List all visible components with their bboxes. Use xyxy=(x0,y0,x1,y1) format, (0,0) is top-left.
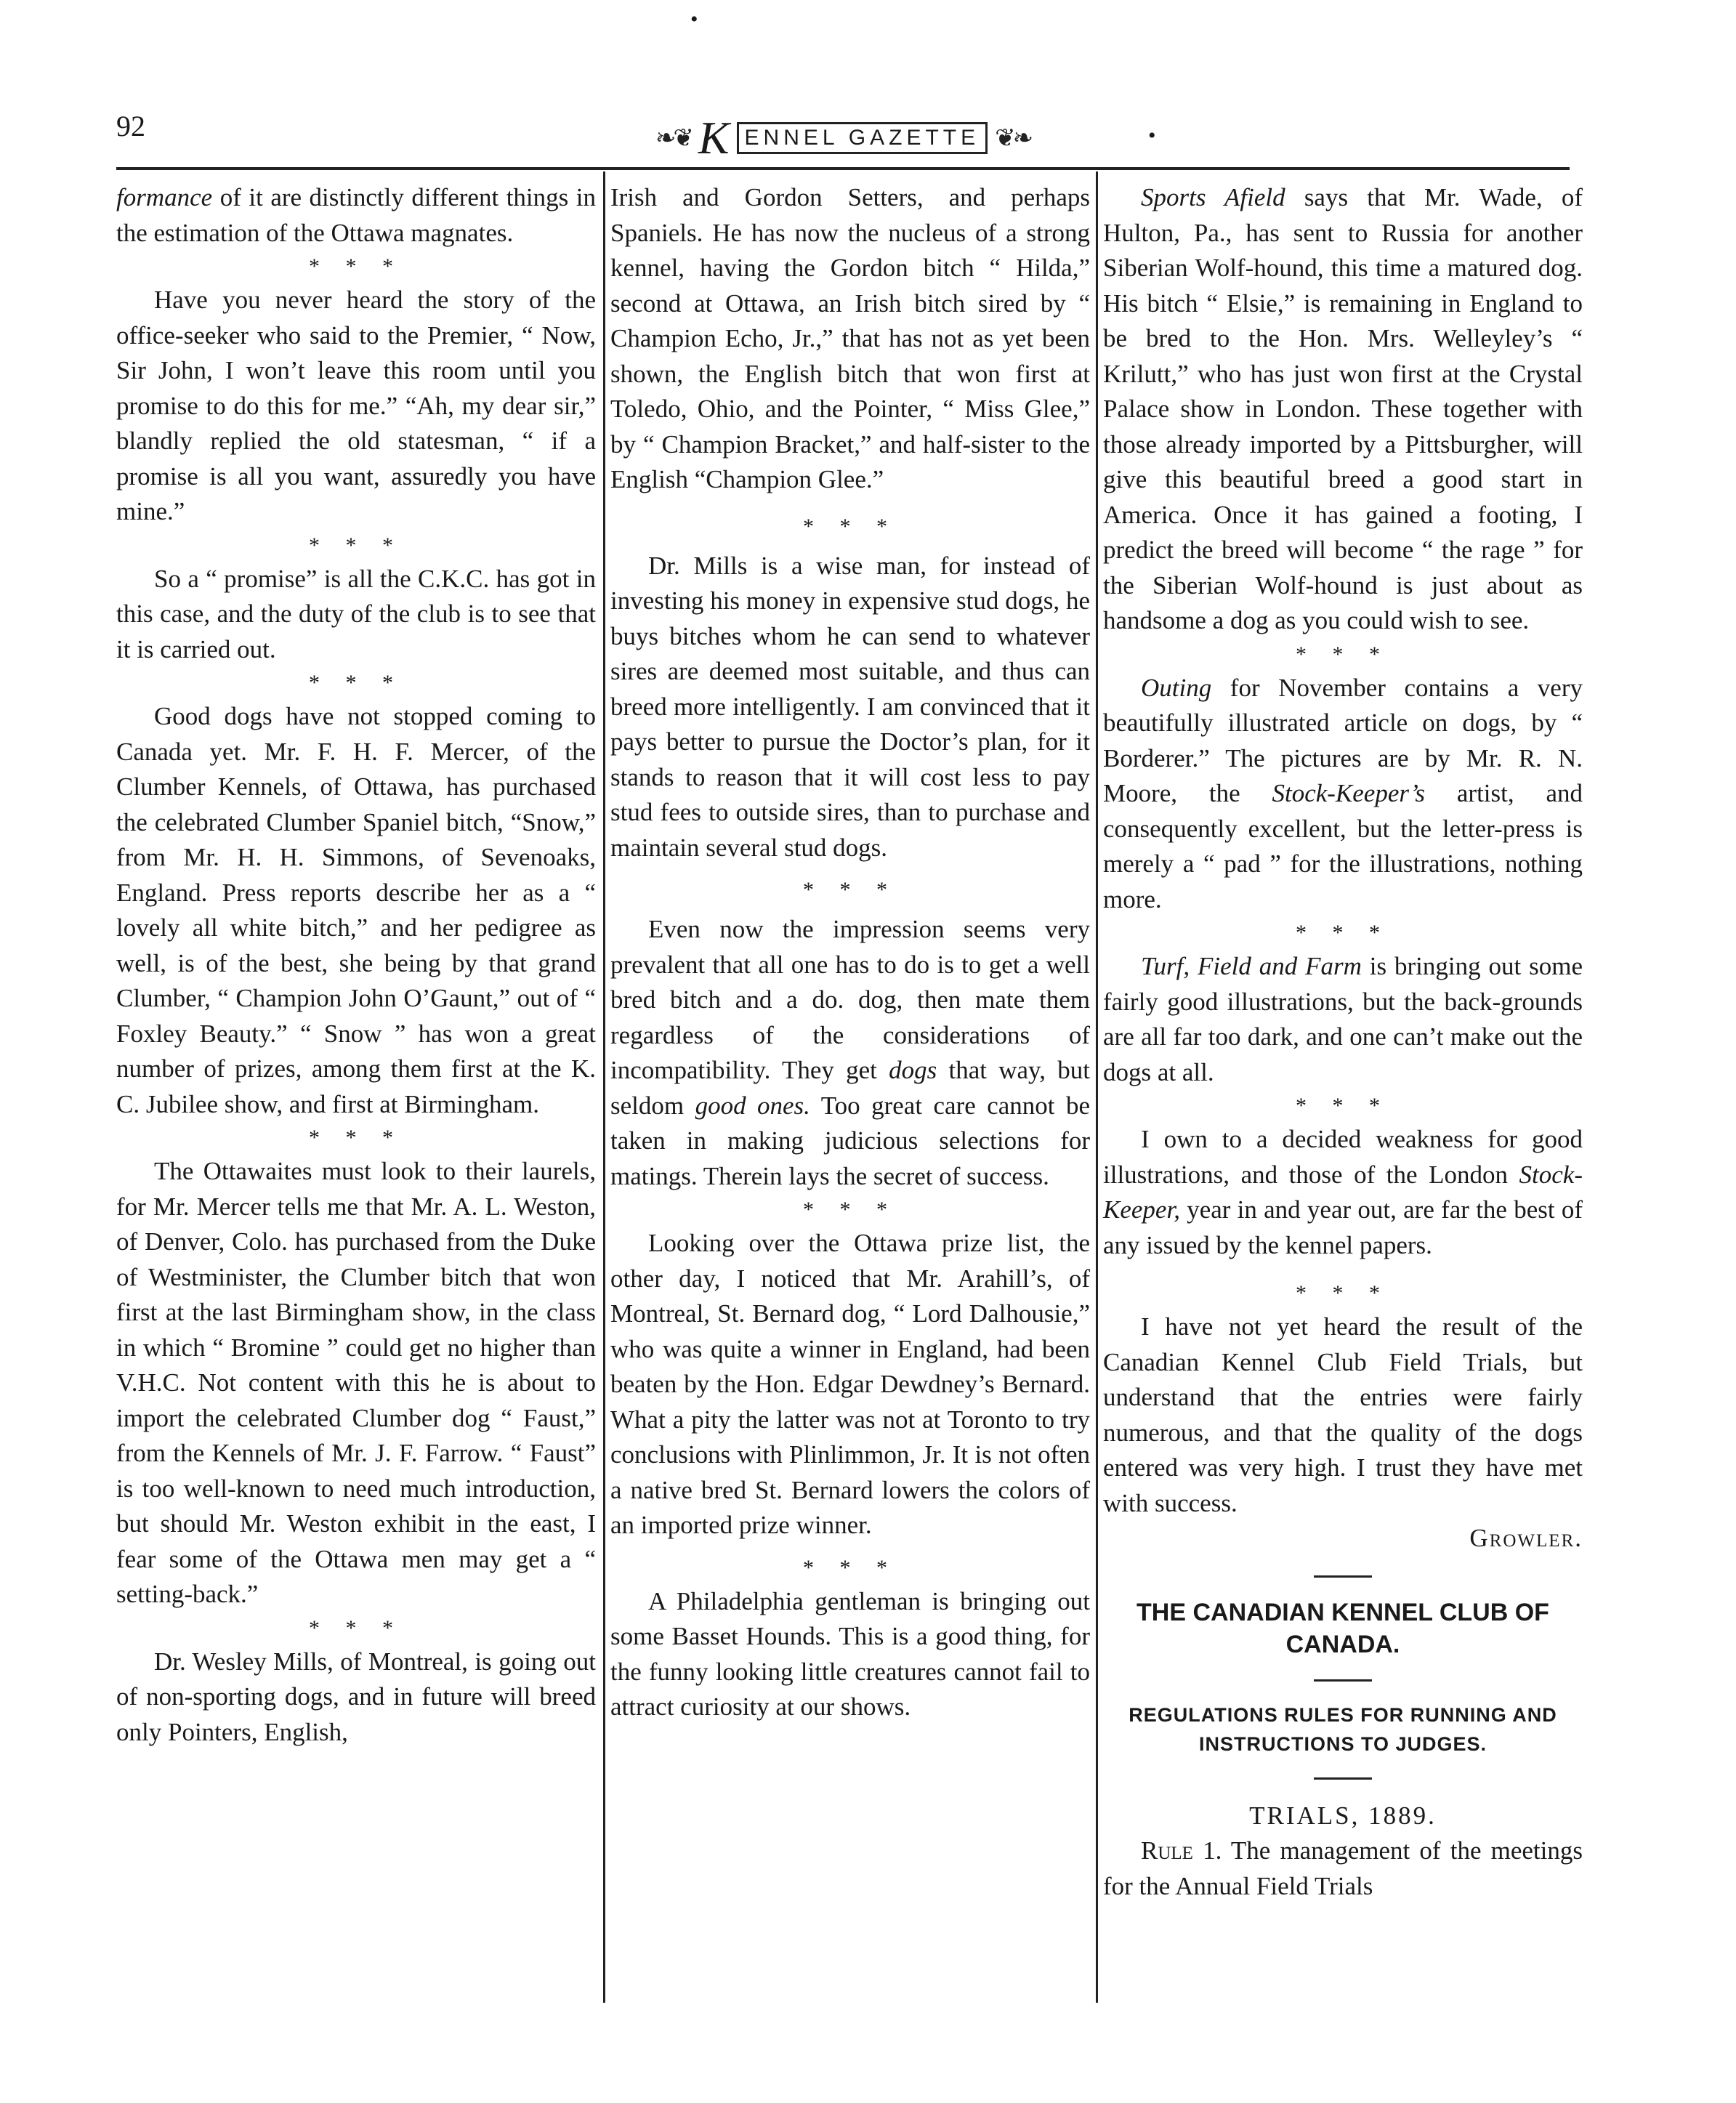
section-separator: * * * xyxy=(803,878,897,902)
paragraph-text: artist, and consequently excellent, but the letter-press is merely a “ pad ” for the illustrations, nothing more. xyxy=(1103,779,1583,913)
column-3 xyxy=(1103,180,1583,2070)
paragraph xyxy=(1103,180,1583,639)
paragraph: Dr. Wesley Mills, of Montreal, is going out of non-sporting dogs, and in future will breed only Pointers, English, xyxy=(116,1647,596,1746)
masthead xyxy=(639,109,1046,167)
paragraph: Have you never heard the story of the office-seeker who said to the Premier, “ Now, Sir John, I won’t leave this room until you promise to do this for me.” “Ah, my dear sir,” blandly replied the old statesman, “ if a promise is all you want, assuredly you have mine.” xyxy=(116,286,596,525)
paragraph-text: that way, but seldom xyxy=(610,1056,1090,1120)
paragraph: A Philadelphia gentleman is bringing out some Basset Hounds. This is a good thing, for the funny looking little creatures cannot fail to attract curiosity at our shows. xyxy=(610,1586,1090,1721)
paragraph xyxy=(116,180,596,251)
column-divider xyxy=(1096,171,1098,2003)
paragraph: Good dogs have not stopped coming to Canada yet. Mr. F. H. F. Mercer, of the Clumber Kennels, of Ottawa, has purchased the celebrated Clumber Spaniel bitch, “Snow,” from Mr. H. H. Simmons, of Sevenoaks, England. Press reports describe her as a “ lovely all white bitch,” and her pedigree as well, is of the best, she being by that grand Clumber, “ Champion John O’Gaunt,” out of “ Foxley Beauty.” “ Snow ” has won a great number of prizes, among them first at the K. C. Jubilee show, and first at Birmingham. xyxy=(116,702,596,1118)
section-separator: * * * xyxy=(1296,1094,1390,1118)
section-separator: * * * xyxy=(309,1615,403,1640)
paragraph-text: Too great care cannot be taken in making judicious selections for matings. Therein lays the secret of success. xyxy=(610,1091,1091,1190)
paragraph xyxy=(1103,1833,1583,1904)
italic-text: Outing xyxy=(1141,673,1212,702)
paragraph-text: year in and year out, are far the best of any issued by the kennel papers. xyxy=(1103,1195,1583,1259)
section-separator: * * * xyxy=(309,671,403,695)
masthead-title: ENNEL GAZETTE xyxy=(737,122,988,154)
section-separator: * * * xyxy=(309,254,403,278)
section-separator: * * * xyxy=(309,533,403,557)
section-title: THE CANADIAN KENNEL CLUB OF CANADA. xyxy=(1137,1598,1549,1658)
italic-text: Stock-Keeper, xyxy=(1103,1160,1583,1224)
section-separator: * * * xyxy=(309,1126,403,1150)
header-rule xyxy=(116,167,1570,170)
italic-text: good ones. xyxy=(695,1091,810,1120)
masthead-initial: K xyxy=(698,112,730,164)
section-separator: * * * xyxy=(803,514,897,538)
section-separator: * * * xyxy=(1296,642,1390,666)
stray-dot: • xyxy=(1148,124,1156,148)
paragraph-text: The management of the meetings for the Annual Field Trials xyxy=(1103,1836,1583,1900)
ornament-right-icon: ❦❧ xyxy=(995,125,1031,152)
paragraph: Irish and Gordon Setters, and perhaps Spaniels. He has now the nucleus of a strong kennel, having the Gordon bitch “ Hilda,” second at Ottawa, an Irish bitch sired by “ Champion Echo, Jr.,” that has not as yet been shown, the English bitch that won first at Toledo, Ohio, and the Pointer, “ Miss Glee,” by “ Champion Bracket,” and half-sister to the English “Champion Glee.” xyxy=(610,183,1090,493)
paragraph-text: is bringing out some fairly good illustrations, but the back-grounds are all far too dark, and one can’t make out the dogs at all. xyxy=(1103,952,1583,1086)
paragraph-text: says that Mr. Wade, of Hulton, Pa., has sent to Russia for another Siberian Wolf-hound, this time a matured dog. His bitch “ Elsie,” is remaining in England to be bred to the Hon. Mrs. Welleyley’s “ Krilutt,” who has just won first at the Crystal Palace show in London. These together with those already imported by a Pittsburgher, will give this beautiful breed a good start in America. Once it has gained a footing, I predict the breed will become “ the rage ” for the Siberian Wolf-hound is just about as handsome a dog as you could wish to see. xyxy=(1103,183,1583,634)
paragraph xyxy=(610,912,1090,1194)
paragraph: So a “ promise” is all the C.K.C. has got in this case, and the duty of the club is to see that it is carried out. xyxy=(116,564,596,663)
rule-number: Rule 1. xyxy=(1141,1836,1222,1865)
paragraph-text: I own to a decided weakness for good illustrations, and those of the London xyxy=(1103,1125,1583,1189)
italic-text: Sports Afield xyxy=(1141,183,1285,211)
section-separator: * * * xyxy=(803,1198,897,1222)
ornament-left-icon: ❧❦ xyxy=(655,125,691,152)
column-1 xyxy=(116,180,596,2070)
column-divider xyxy=(603,171,605,2003)
paragraph: Looking over the Ottawa prize list, the other day, I noticed that Mr. Arahill’s, of Montreal, St. Bernard dog, “ Lord Dalhousie,” who was quite a winner in England, had been beaten by the Hon. Edgar Dewdney’s Bernard. What a pity the latter was not at Toronto to try conclusions with Plinlimmon, Jr. It is not often a native bred St. Bernard lowers the colors of an imported prize winner. xyxy=(610,1229,1090,1539)
divider xyxy=(1314,1777,1372,1780)
section-separator: * * * xyxy=(1296,921,1390,945)
divider xyxy=(1314,1679,1372,1682)
italic-text: dogs xyxy=(889,1056,937,1084)
italic-text: Stock-Keeper’s xyxy=(1272,779,1426,807)
paragraph-text: Even now the impression seems very prevalent that all one has to do is to get a well bred bitch and a do. dog, then mate them regardless of the considerations of incompatibility. They get xyxy=(610,915,1090,1084)
signature: Growler. xyxy=(1469,1524,1583,1552)
paragraph-text: for November contains a very beautifully illustrated article on dogs, by “ Borderer.” The pictures are by Mr. R. N. Moore, the xyxy=(1103,673,1583,807)
trials-heading: TRIALS, 1889. xyxy=(1249,1801,1437,1830)
paragraph: I have not yet heard the result of the Canadian Kennel Club Field Trials, but understand that the entries were fairly numerous, and that the quality of the dogs entered was very high. I trust they have met with success. xyxy=(1103,1312,1583,1517)
paragraph xyxy=(1103,949,1583,1090)
column-2 xyxy=(610,180,1090,2070)
paragraph xyxy=(1103,671,1583,918)
italic-text: formance xyxy=(116,183,213,211)
section-subtitle: REGULATIONS RULES FOR RUNNING AND INSTRUCTIONS TO JUDGES. xyxy=(1129,1703,1557,1755)
paragraph: The Ottawaites must look to their laurels, for Mr. Mercer tells me that Mr. A. L. Weston, of Denver, Colo. has purchased from the Duke of Westminister, the Clumber bitch that won first at the last Birmingham show, in the class in which “ Bromine ” could get no higher than V.H.C. Not content with this he is about to import the celebrated Clumber dog “ Faust,” from the Kennels of Mr. J. F. Farrow. “ Faust” is too well-known to need much introduction, but should Mr. Weston exhibit in the east, I fear some of the Ottawa men may get a “ setting-back.” xyxy=(116,1157,596,1608)
paragraph-text: of it are distinctly different things in the estimation of the Ottawa magnates. xyxy=(116,183,596,247)
paragraph xyxy=(1103,1122,1583,1263)
section-separator: * * * xyxy=(803,1555,897,1580)
italic-text: Turf, Field and Farm xyxy=(1141,952,1362,980)
stray-dot: • xyxy=(690,7,698,31)
page-number: 92 xyxy=(116,110,145,142)
paragraph: Dr. Mills is a wise man, for instead of investing his money in expensive stud dogs, he buys bitches whom he can send to whatever sires are deemed most suitable, and thus can breed more intelligently. I am convinced that it pays better to pursue the Doctor’s plan, for it stands to reason that it will cost less to pay stud fees to outside sires, than to purchase and maintain several stud dogs. xyxy=(610,551,1090,862)
section-separator: * * * xyxy=(1296,1281,1390,1305)
divider xyxy=(1314,1575,1372,1578)
